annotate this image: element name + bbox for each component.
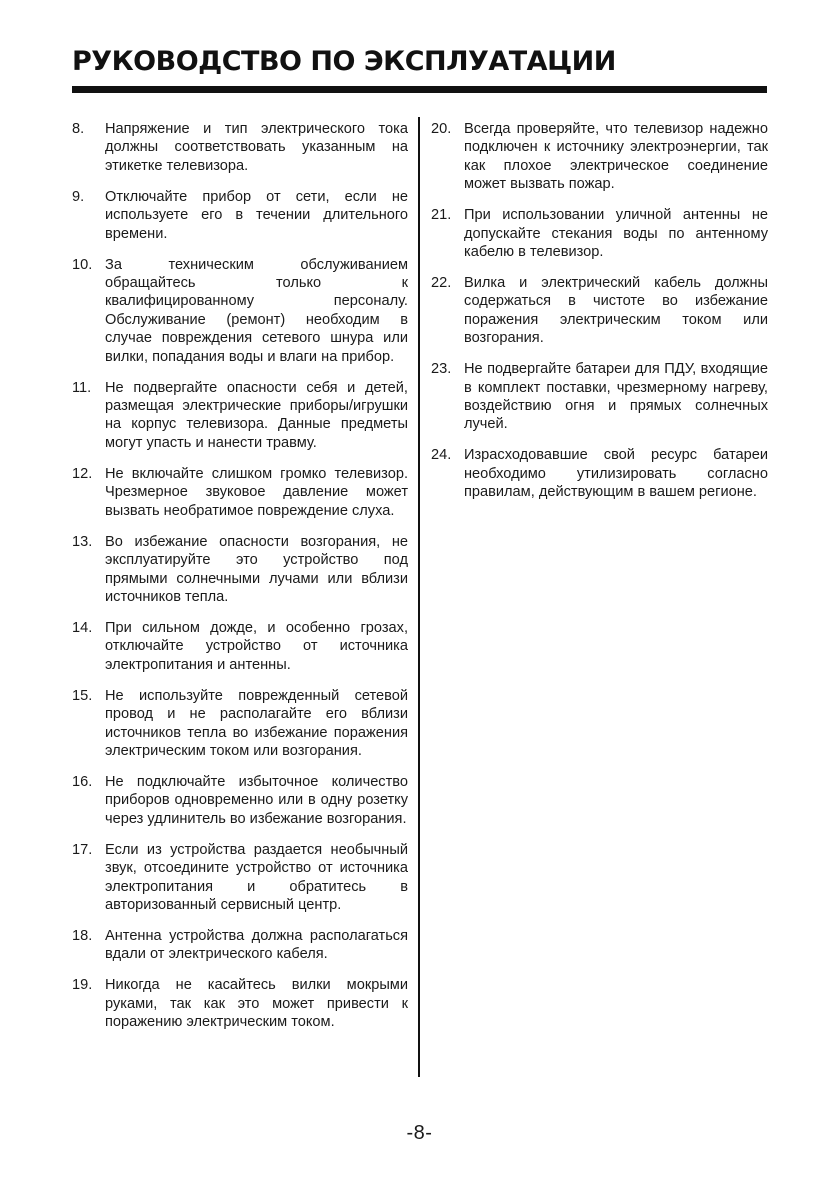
list-item <box>72 841 408 915</box>
list-item <box>72 188 408 243</box>
item-text: Напряжение и тип электрического тока должны соответствовать указанным на этикетке телевизора. <box>105 121 408 174</box>
list-item <box>72 619 408 674</box>
list-item <box>72 120 408 175</box>
item-text: Не используйте поврежденный сетевой провод и не располагайте его вблизи источников тепла во избежание поражения электрическим током или возгорания. <box>105 687 408 759</box>
item-number: 20. <box>431 121 452 137</box>
list-item <box>72 256 408 366</box>
item-text: Всегда проверяйте, что телевизор надежно подключен к источнику электроэнергии, так как плохое электрическое соединение может вызвать пожар. <box>464 121 768 193</box>
item-text: Антенна устройства должна располагаться вдали от электрического кабеля. <box>105 927 408 963</box>
item-text: Израсходовавшие свой ресурс батареи необходимо утилизировать согласно правилам, действующим в вашем регионе. <box>464 447 768 501</box>
item-text: При сильном дожде, и особенно грозах, отключайте устройство от источника электропитания и антенны. <box>105 619 408 673</box>
list-item <box>431 360 768 434</box>
item-number: 24. <box>431 447 452 464</box>
left-column <box>72 120 408 1044</box>
list-item <box>72 927 408 964</box>
item-text: Не подвергайте батареи для ПДУ, входящие в комплект поставки, чрезмерному нагреву, воздействию огня и прямых солнечных лучей. <box>464 361 768 433</box>
list-item <box>72 976 408 1031</box>
item-number: 21. <box>431 207 452 224</box>
item-text: Не включайте слишком громко телевизор. Чрезмерное звуковое давление может вызвать необратимое повреждение слуха. <box>105 465 408 519</box>
list-item <box>431 206 768 261</box>
item-number: 11. <box>72 379 92 396</box>
page-title: РУКОВОДСТВО ПО ЭКСПЛУАТАЦИИ <box>72 46 616 77</box>
item-text: Никогда не касайтесь вилки мокрыми руками, так как это может привести к поражению электрическим током. <box>105 977 408 1031</box>
list-item <box>72 533 408 607</box>
item-number: 19. <box>72 977 93 994</box>
title-underline <box>72 86 767 93</box>
list-item <box>431 120 768 194</box>
item-text: Не подвергайте опасности себя и детей, размещая электрические приборы/игрушки на корпус телевизора. Данные предметы могут упасть и нанести травму. <box>105 379 408 451</box>
item-text: За техническим обслуживанием обращайтесь только к квалифицированному персоналу. Обслуживание (ремонт) необходим в случае повреждения сетевого шнура или вилки, попадания воды и влаги на прибор. <box>105 256 408 365</box>
item-number: 13. <box>72 533 93 550</box>
item-text: Отключайте прибор от сети, если не используете его в течении длительного времени. <box>105 188 408 242</box>
item-text: Не подключайте избыточное количество приборов одновременно или в одну розетку через удлинитель во избежание возгорания. <box>105 773 408 827</box>
item-number: 23. <box>431 361 452 378</box>
page-number: -8- <box>406 1122 433 1144</box>
list-item <box>72 379 408 453</box>
item-number: 10. <box>72 256 93 273</box>
item-number: 16. <box>72 773 93 790</box>
item-number: 15. <box>72 687 93 704</box>
list-item <box>431 274 768 348</box>
item-number: 12. <box>72 465 93 482</box>
item-text: При использовании уличной антенны не допускайте стекания воды по антенному кабелю в телевизор. <box>464 207 768 261</box>
item-text: Вилка и электрический кабель должны содержаться в чистоте во избежание поражения электрическим током или возгорания. <box>464 275 768 347</box>
item-number: 18. <box>72 927 93 944</box>
item-number: 14. <box>72 619 93 636</box>
list-item <box>431 446 768 501</box>
item-number: 17. <box>72 841 93 858</box>
item-number: 8. <box>72 121 85 137</box>
list-item <box>72 465 408 520</box>
item-number: 22. <box>431 275 452 292</box>
item-number: 9. <box>72 188 85 205</box>
item-text: Если из устройства раздается необычный звук, отсоедините устройство от источника электропитания и обратитесь в авторизованный сервисный центр. <box>105 841 408 913</box>
item-text: Во избежание опасности возгорания, не эксплуатируйте это устройство под прямыми солнечными лучами или вблизи источников тепла. <box>105 533 408 605</box>
list-item <box>72 773 408 828</box>
column-divider <box>418 117 420 1077</box>
list-item <box>72 687 408 761</box>
right-column <box>431 120 768 514</box>
